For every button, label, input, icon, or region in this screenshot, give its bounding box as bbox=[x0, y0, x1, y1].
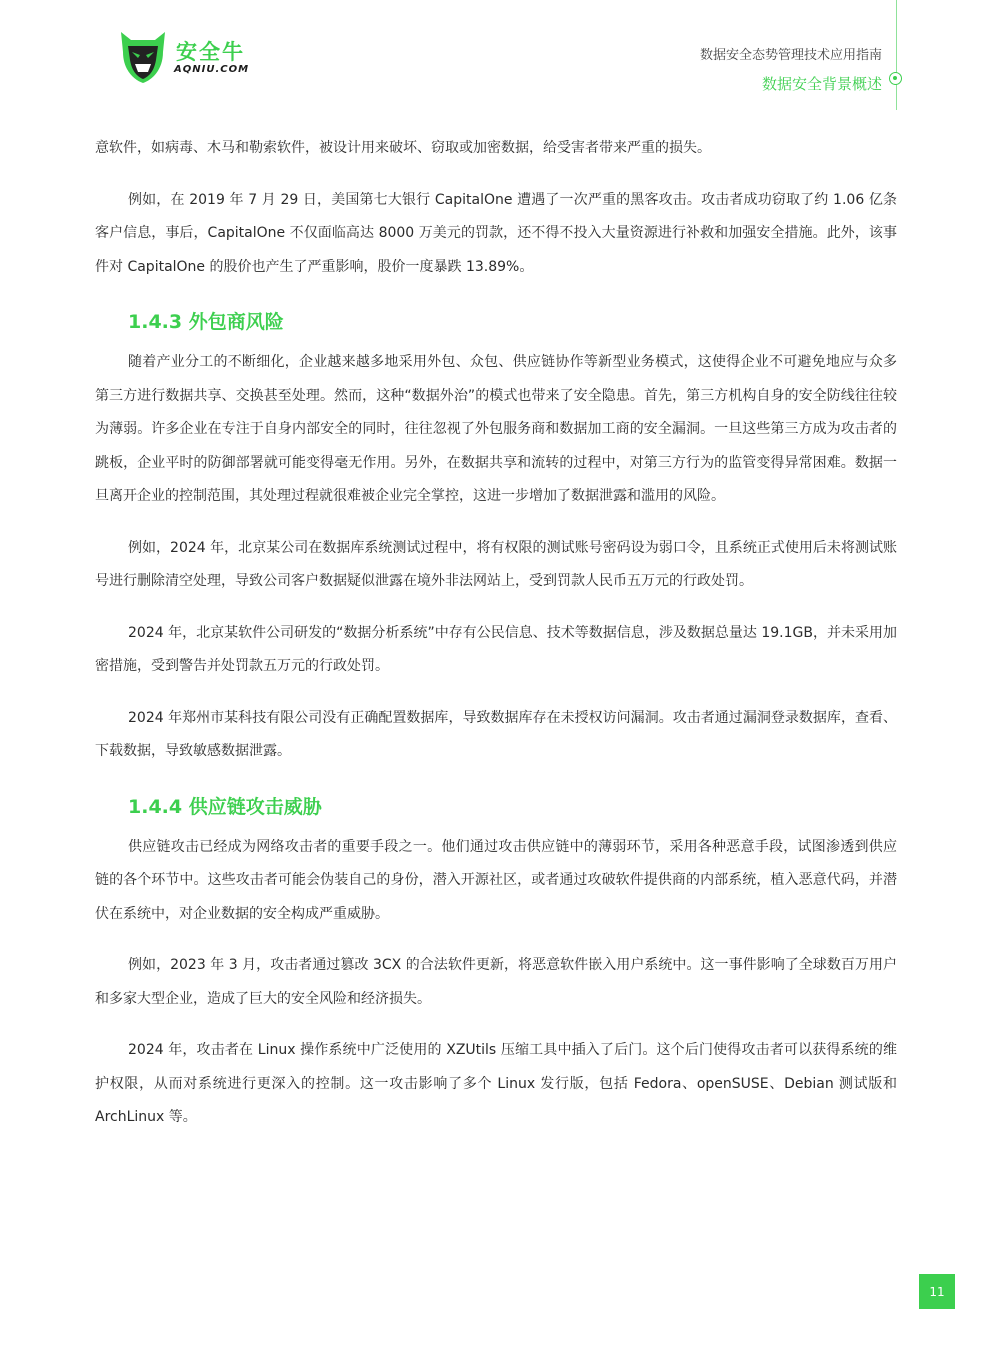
logo-subtitle: AQNIU.COM bbox=[174, 64, 250, 75]
page-number: 11 bbox=[919, 1274, 955, 1309]
logo bbox=[118, 26, 268, 86]
paragraph: 随着产业分工的不断细化，企业越来越多地采用外包、众包、供应链协作等新型业务模式，这使得企业不可避免地应与众多第三方进行数据共享、交换甚至处理。然而，这种“数据外治”的模式也带来了安全隐患。首先，第三方机构自身的安全防线往往较为薄弱。许多企业在专注于自身内部安全的同时，往往忽视了外包服务商和数据加工商的安全漏洞。一旦这些第三方成为攻击者的跳板，企业平时的防御部署就可能变得毫无作用。另外，在数据共享和流转的过程中，对第三方行为的监管变得异常困难。数据一旦离开企业的控制范围，其处理过程就很难被企业完全掌控，这进一步增加了数据泄露和滥用的风险。 bbox=[95, 354, 897, 504]
paragraph: 2024 年，攻击者在 Linux 操作系统中广泛使用的 XZUtils 压缩工具中插入了后门。这个后门使得攻击者可以获得系统的维护权限，从而对系统进行更深入的控制。这一攻击影响了多个 Linux 发行版，包括 Fedora、openSUSE、Debian 测试版和 ArchLinux 等。 bbox=[95, 1042, 897, 1125]
main-content bbox=[95, 132, 897, 1153]
paragraph: 例如，2023 年 3 月，攻击者通过篡改 3CX 的合法软件更新，将恶意软件嵌入用户系统中。这一事件影响了全球数百万用户和多家大型企业，造成了巨大的安全风险和经济损失。 bbox=[95, 957, 897, 1007]
paragraph: 供应链攻击已经成为网络攻击者的重要手段之一。他们通过攻击供应链中的薄弱环节，采用各种恶意手段，试图渗透到供应链的各个环节中。这些攻击者可能会伪装自己的身份，潜入开源社区，或者通过攻破软件提供商的内部系统，植入恶意代码，并潜伏在系统中，对企业数据的安全构成严重威胁。 bbox=[95, 838, 897, 922]
section-heading: 1.4.4 供应链攻击威胁 bbox=[128, 795, 322, 818]
bull-shield-icon bbox=[118, 26, 168, 84]
section-heading: 1.4.3 外包商风险 bbox=[128, 311, 284, 333]
paragraph: 2024 年，北京某软件公司研发的“数据分析系统”中存有公民信息、技术等数据信息，涉及数据总量达 19.1GB，并未采用加密措施，受到警告并处罚款五万元的行政处罚。 bbox=[95, 624, 897, 674]
header-marker-icon bbox=[889, 72, 902, 85]
header-divider bbox=[896, 0, 897, 110]
paragraph: 例如，在 2019 年 7 月 29 日，美国第七大银行 CapitalOne 遭遇了一次严重的黑客攻击。攻击者成功窃取了约 1.06 亿条客户信息，事后，CapitalOne 不仅面临高达 8000 万美元的罚款，还不得不投入大量资源进行补救和加强安全措施。此外，该事件对 CapitalOne 的股价也产生了严重影响，股价一度暴跌 13.89%。 bbox=[95, 191, 897, 275]
page-header bbox=[700, 44, 882, 94]
paragraph: 2024 年郑州市某科技有限公司没有正确配置数据库，导致数据库存在未授权访问漏洞。攻击者通过漏洞登录数据库，查看、下载数据，导致敏感数据泄露。 bbox=[95, 709, 897, 759]
document-title: 数据安全态势管理技术应用指南 bbox=[699, 48, 882, 63]
logo-name: 安全牛 bbox=[176, 40, 245, 64]
section-title: 数据安全背景概述 bbox=[761, 75, 882, 93]
paragraph: 例如，2024 年，北京某公司在数据库系统测试过程中，将有权限的测试账号密码设为弱口令，且系统正式使用后未将测试账号进行删除清空处理，导致公司客户数据疑似泄露在境外非法网站上，受到罚款人民币五万元的行政处罚。 bbox=[95, 539, 897, 589]
paragraph: 意软件，如病毒、木马和勒索软件，被设计用来破坏、窃取或加密数据，给受害者带来严重的损失。 bbox=[95, 140, 711, 156]
